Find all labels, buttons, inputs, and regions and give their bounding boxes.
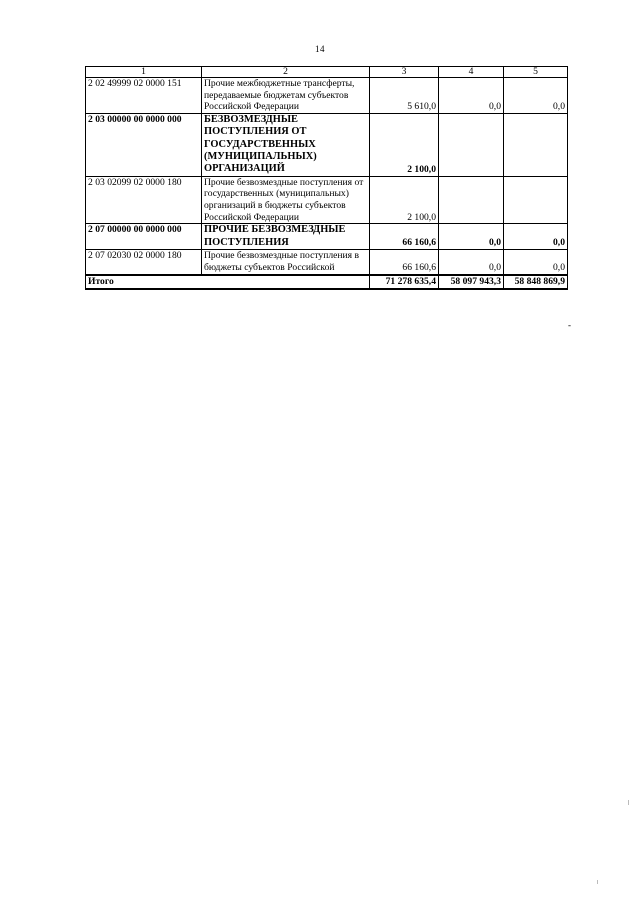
row-value-col4: 0,0	[439, 224, 504, 250]
row-code: 2 02 49999 02 0000 151	[86, 78, 202, 114]
budget-table	[85, 66, 568, 290]
page-number: 14	[315, 44, 325, 54]
row-value-col4: 0,0	[439, 78, 504, 114]
scan-artifact	[597, 880, 598, 884]
table-row	[86, 250, 568, 276]
header-col-2: 2	[202, 67, 370, 78]
total-row	[86, 275, 568, 289]
row-value-col4	[439, 113, 504, 176]
row-value-col3: 66 160,6	[370, 224, 439, 250]
header-row	[86, 67, 568, 78]
table-row	[86, 176, 568, 223]
header-col-5: 5	[504, 67, 568, 78]
row-value-col4	[439, 176, 504, 223]
header-col-1: 1	[86, 67, 202, 78]
row-code: 2 03 02099 02 0000 180	[86, 176, 202, 223]
row-code: 2 07 00000 00 0000 000	[86, 224, 202, 250]
row-value-col5: 0,0	[504, 224, 568, 250]
row-value-col5: 0,0	[504, 78, 568, 114]
row-value-col5: 0,0	[504, 250, 568, 276]
row-value-col3: 2 100,0	[370, 176, 439, 223]
row-value-col3: 66 160,6	[370, 250, 439, 276]
total-label: Итого	[86, 275, 370, 289]
table-header	[86, 67, 568, 78]
total-value-col5: 58 848 869,9	[504, 275, 568, 289]
trailing-dash-mark: -	[568, 320, 571, 330]
table-row	[86, 113, 568, 176]
header-col-4: 4	[439, 67, 504, 78]
row-name-text: Прочие безвозмездные поступления в бюджеты субъектов Российской	[204, 250, 359, 273]
table-row	[86, 78, 568, 114]
row-name	[202, 250, 370, 276]
row-name: БЕЗВОЗМЕЗДНЫЕ ПОСТУПЛЕНИЯ ОТ ГОСУДАРСТВЕННЫХ (МУНИЦИПАЛЬНЫХ) ОРГАНИЗАЦИЙ	[202, 113, 370, 176]
table-body	[86, 78, 568, 289]
total-value-col3: 71 278 635,4	[370, 275, 439, 289]
scan-artifact	[628, 800, 629, 805]
row-name: Прочие безвозмездные поступления от государственных (муниципальных) организаций в бюджеты субъектов Российской Федерации	[202, 176, 370, 223]
table-row	[86, 224, 568, 250]
row-value-col5	[504, 176, 568, 223]
row-code: 2 03 00000 00 0000 000	[86, 113, 202, 176]
row-value-col5	[504, 113, 568, 176]
row-value-col3: 5 610,0	[370, 78, 439, 114]
row-name: ПРОЧИЕ БЕЗВОЗМЕЗДНЫЕ ПОСТУПЛЕНИЯ	[202, 224, 370, 250]
row-value-col3: 2 100,0	[370, 113, 439, 176]
row-value-col4: 0,0	[439, 250, 504, 276]
header-col-3: 3	[370, 67, 439, 78]
total-value-col4: 58 097 943,3	[439, 275, 504, 289]
row-code: 2 07 02030 02 0000 180	[86, 250, 202, 276]
row-name: Прочие межбюджетные трансферты, передаваемые бюджетам субъектов Российской Федерации	[202, 78, 370, 114]
